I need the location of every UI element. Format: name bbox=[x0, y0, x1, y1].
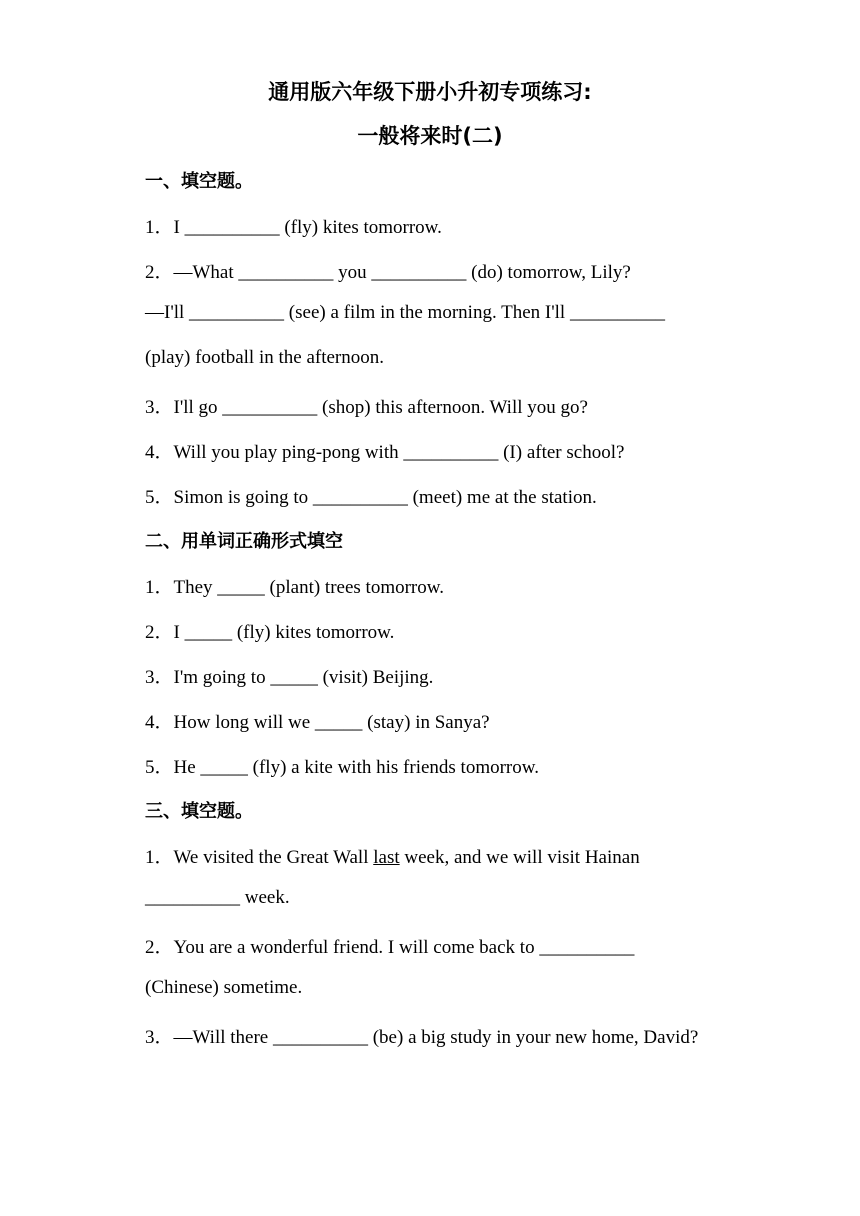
exercise-line bbox=[145, 842, 640, 869]
exercise-line: —I'll __________ (see) a film in the morning. Then I'll __________ bbox=[145, 302, 665, 323]
exercise-line: 5．He _____ (fly) a kite with his friends tomorrow. bbox=[145, 757, 539, 778]
q1-text-after: week, and we will visit Hainan bbox=[399, 847, 640, 868]
exercise-line: 4．How long will we _____ (stay) in Sanya? bbox=[145, 712, 490, 733]
section-heading-1: 一、填空题。 bbox=[145, 171, 253, 192]
exercise-line: 3．I'm going to _____ (visit) Beijing. bbox=[145, 667, 434, 688]
underlined-word: last bbox=[373, 847, 400, 868]
exercise-line: 1．I __________ (fly) kites tomorrow. bbox=[145, 217, 442, 238]
exercise-line: 3．—Will there __________ (be) a big study in your new home, David? bbox=[145, 1027, 699, 1048]
exercise-line: 2．—What __________ you __________ (do) tomorrow, Lily? bbox=[145, 262, 631, 283]
page-subtitle: 一般将来时(二) bbox=[357, 124, 503, 148]
exercise-line: 4．Will you play ping-pong with __________ (I) after school? bbox=[145, 442, 625, 463]
section-heading-3: 三、填空题。 bbox=[145, 801, 253, 822]
exercise-line: 2．I _____ (fly) kites tomorrow. bbox=[145, 622, 395, 643]
exercise-line: (Chinese) sometime. bbox=[145, 977, 303, 998]
section-heading-2: 二、用单词正确形式填空 bbox=[145, 531, 343, 552]
exercise-line: __________ week. bbox=[145, 887, 290, 908]
exercise-line: 1．They _____ (plant) trees tomorrow. bbox=[145, 577, 444, 598]
page-title: 通用版六年级下册小升初专项练习: bbox=[268, 80, 592, 104]
exercise-line: (play) football in the afternoon. bbox=[145, 347, 385, 368]
exercise-line: 2．You are a wonderful friend. I will come back to __________ bbox=[145, 937, 635, 958]
q1-text-before: 1．We visited the Great Wall bbox=[145, 847, 374, 868]
exercise-line: 3．I'll go __________ (shop) this afternoon. Will you go? bbox=[145, 397, 588, 418]
exercise-line: 5．Simon is going to __________ (meet) me at the station. bbox=[145, 487, 597, 508]
